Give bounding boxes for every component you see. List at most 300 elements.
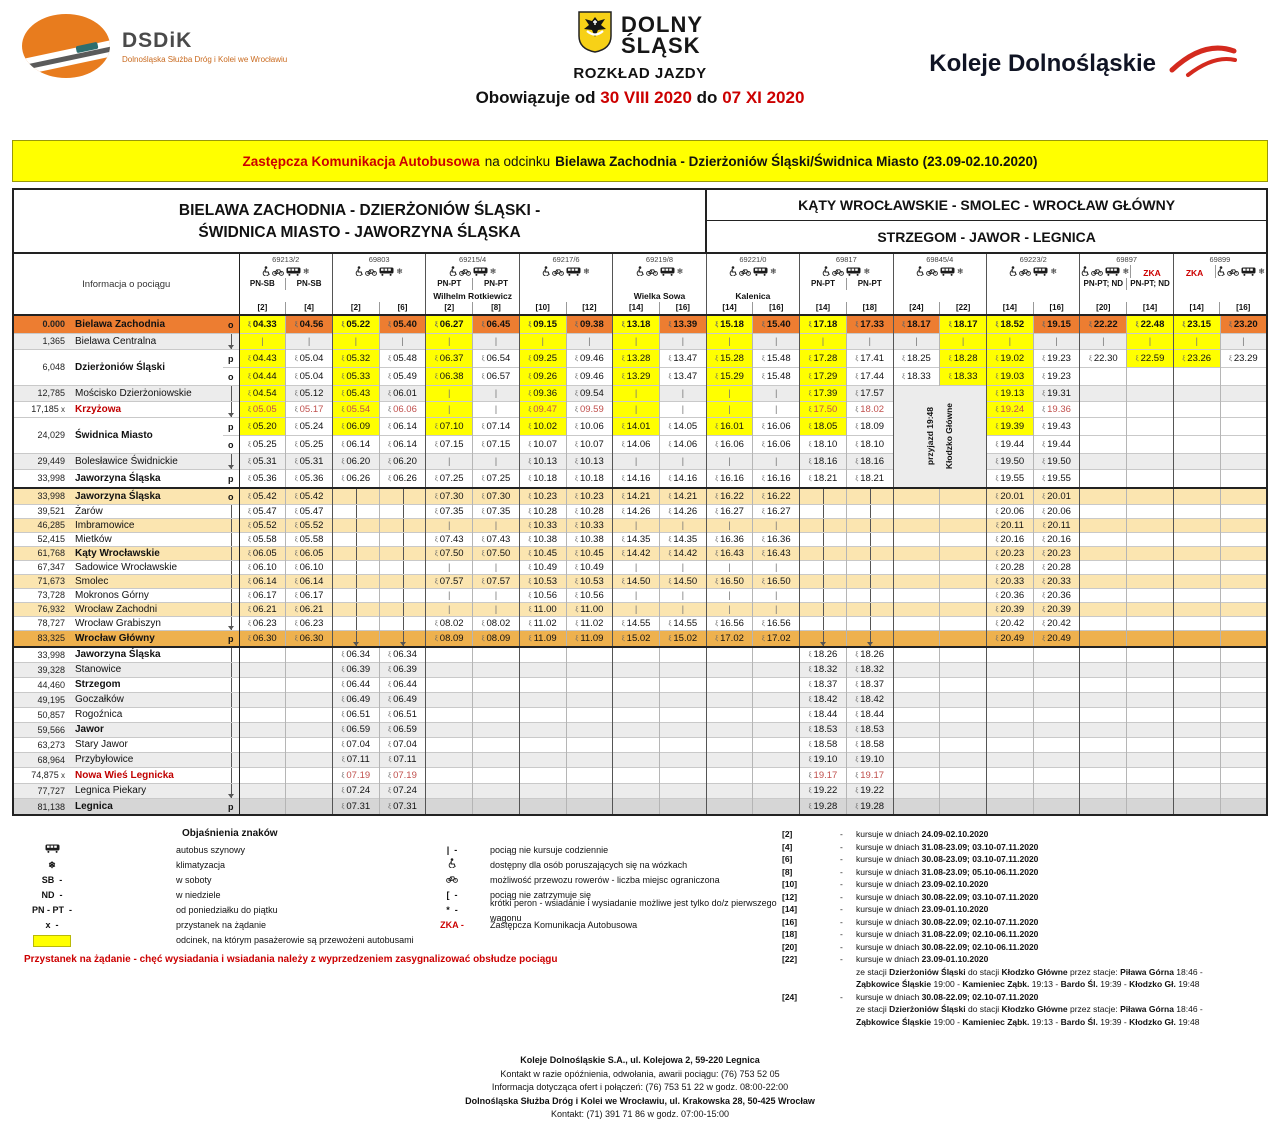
train-name [333,290,425,302]
time-cell: ξ 16.43 [706,547,753,561]
time-cell: ξ 07.31 [332,799,379,816]
time-cell [1173,533,1220,547]
train-footnote-refs: [2] [8] [426,302,518,314]
station-name: Legnica Piekary [69,784,223,799]
time-cell: ξ 05.20 [239,418,286,436]
time-cell: ξ 06.38 [426,368,473,386]
wheelchair-icon [449,265,457,278]
time-cell: ξ 19.23 [1033,368,1080,386]
time-cell [940,723,987,738]
time-cell: ξ 18.42 [800,693,847,708]
train-footnote-refs: [24] [22] [894,302,986,314]
time-cell: | [473,603,520,617]
time-cell: | [706,603,753,617]
time-cell [1080,784,1127,799]
time-cell: ξ 18.58 [846,738,893,753]
time-cell [473,678,520,693]
time-cell [1127,784,1174,799]
wheelchair-icon [636,265,644,278]
time-cell [753,784,800,799]
footnote: [14] - kursuje w dniach 23.09-01.10.2020 [782,904,989,914]
time-cell: ξ 05.32 [332,350,379,368]
time-cell [753,708,800,723]
time-cell: ξ 11.09 [519,631,566,648]
time-cell [800,547,847,561]
time-cell: ξ 06.51 [379,708,426,723]
time-cell [613,663,660,678]
time-cell: ξ 05.49 [379,368,426,386]
time-cell [1080,647,1127,663]
stop-mark: o [223,488,239,505]
time-cell: ξ 22.48 [1127,315,1174,334]
time-cell: ξ 16.27 [706,505,753,519]
legend-item: ND - w niedziele [41,890,221,900]
time-cell: ξ 20.39 [1033,603,1080,617]
time-cell [1173,678,1220,693]
time-cell: ξ 16.56 [706,617,753,631]
train-header [1173,253,1267,315]
time-cell: ξ 18.26 [846,647,893,663]
time-cell: ξ 18.05 [800,418,847,436]
time-cell: | [473,454,520,470]
time-cell [659,768,706,784]
time-cell [473,723,520,738]
time-cell: ξ 22.59 [1127,350,1174,368]
station-name: Przybyłowice [69,753,223,768]
footer-line: Kontakt w razie opóźnienia, odwołania, awarii pociągu: (76) 753 52 05 [500,1068,780,1079]
time-cell [1080,547,1127,561]
time-cell [800,488,847,505]
time-cell [286,647,333,663]
time-cell: ξ 06.14 [332,436,379,454]
km-cell: 78,727 [13,617,69,631]
stop-mark: p [223,470,239,489]
time-cell [893,753,940,768]
time-cell [893,631,940,648]
time-cell: ξ 11.00 [519,603,566,617]
time-cell: ξ 06.17 [286,589,333,603]
time-cell [473,693,520,708]
bus-icon [1241,265,1256,278]
time-cell: | [753,454,800,470]
snowflake-icon: ❄ [396,267,403,277]
station-name: Świdnica Miasto [69,418,223,454]
time-cell: ξ 16.22 [753,488,800,505]
stop-mark: o [223,368,239,386]
time-cell: ξ 16.50 [753,575,800,589]
train-name: Kalenica [735,291,771,301]
time-cell: ξ 10.45 [566,547,613,561]
stop-mark: o [223,436,239,454]
time-cell: ξ 16.06 [753,418,800,436]
time-cell: | [613,334,660,350]
time-cell [1220,603,1267,617]
bus-icon [753,265,768,278]
time-cell: | [613,386,660,402]
time-cell [613,768,660,784]
time-cell [286,784,333,799]
time-cell: ξ 05.58 [239,533,286,547]
station-name: Jaworzyna Śląska [69,647,223,663]
time-cell [1220,631,1267,648]
time-cell: ξ 05.47 [239,505,286,519]
km-cell: 17,185 x [13,402,69,418]
train-number: 69817 [835,255,857,264]
time-cell: ξ 18.52 [987,315,1034,334]
time-cell [940,519,987,533]
time-cell: ξ 14.01 [613,418,660,436]
time-cell [987,708,1034,723]
time-cell: ξ 16.36 [753,533,800,547]
time-cell [940,678,987,693]
snowflake-icon: ❄ [489,267,497,277]
time-cell: ξ 16.06 [706,436,753,454]
time-cell: ξ 19.24 [987,402,1034,418]
time-cell: ξ 18.16 [846,454,893,470]
time-cell: | [753,386,800,402]
legend-item: [ - pociąg nie zatrzymuje się [446,890,592,900]
km-cell: 44,460 [13,678,69,693]
time-cell [566,723,613,738]
time-cell [1033,753,1080,768]
time-cell: ξ 15.40 [753,315,800,334]
time-cell [893,603,940,617]
time-cell: | [753,589,800,603]
time-cell [1220,784,1267,799]
time-cell [332,617,379,631]
train-header: 69215/4 ❄ PN-PT PN-PT Wilhelm Rotkiewicz [2] [8] [426,253,519,315]
time-cell [332,589,379,603]
time-cell: ξ 14.21 [613,488,660,505]
time-cell [1080,631,1127,648]
time-cell: ξ 14.26 [613,505,660,519]
train-header-row [13,253,1267,315]
footnote-detail: Ząbkowice Śląskie 19:00 - Kamieniec Ząbk. 19:13 - Bardo Śl. 19:39 - Kłodzko Gł. 19:48 [856,1016,1200,1027]
time-cell [846,505,893,519]
time-cell: ξ 20.42 [987,617,1034,631]
time-cell [846,603,893,617]
time-cell [846,589,893,603]
time-cell [519,663,566,678]
time-cell: ξ 23.26 [1173,350,1220,368]
time-cell: ξ 19.17 [846,768,893,784]
station-name: Nowa Wieś Legnicka [69,768,223,784]
train-name [987,290,1079,302]
time-cell [426,753,473,768]
train-number: 69213/2 [272,255,300,264]
time-cell [706,708,753,723]
time-cell [286,738,333,753]
time-cell [1127,488,1174,505]
stop-mark: p [223,350,239,368]
time-cell: ξ 11.00 [566,603,613,617]
station-row [13,603,1267,617]
time-cell: ξ 15.48 [753,368,800,386]
time-cell: ξ 05.47 [286,505,333,519]
time-cell: ξ 10.13 [519,454,566,470]
time-cell [1080,768,1127,784]
km-cell: 33,998 [13,488,69,505]
time-cell [940,547,987,561]
time-cell: ξ 05.52 [239,519,286,533]
time-cell: | [706,334,753,350]
stop-mark [223,505,239,519]
station-row [13,708,1267,723]
stop-mark [223,402,239,418]
time-cell [987,678,1034,693]
time-cell [332,561,379,575]
time-cell [613,784,660,799]
time-cell: | [706,589,753,603]
time-cell: ξ 06.30 [239,631,286,648]
time-cell [1127,603,1174,617]
wheelchair-icon [262,265,270,278]
time-cell: | [1220,334,1267,350]
time-cell [426,723,473,738]
time-cell [940,505,987,519]
train-header [893,253,986,315]
time-cell: | [706,561,753,575]
time-cell [1127,561,1174,575]
stop-mark: o [223,315,239,334]
time-cell [1220,753,1267,768]
time-cell: | [706,386,753,402]
time-cell [1220,617,1267,631]
train-number: 69221/0 [739,255,767,264]
time-cell: ξ 19.55 [1033,470,1080,489]
time-cell: | [613,402,660,418]
time-cell [1033,768,1080,784]
time-cell [800,505,847,519]
time-cell: | [473,589,520,603]
time-cell: ξ 05.42 [239,488,286,505]
km-cell: 77,727 [13,784,69,799]
route-title-legnica: STRZEGOM - JAWOR - LEGNICA [877,229,1096,245]
time-cell: ξ 14.50 [613,575,660,589]
stop-mark [223,575,239,589]
time-cell [706,738,753,753]
legend-right-column [424,843,782,948]
time-cell [893,617,940,631]
bus-icon [473,265,488,278]
time-cell [893,561,940,575]
time-cell: ξ 06.59 [332,723,379,738]
time-cell [332,488,379,505]
time-cell [1220,519,1267,533]
time-cell: ξ 20.06 [987,505,1034,519]
time-cell: ξ 19.03 [987,368,1034,386]
footnote: [8] - kursuje w dniach 31.08-23.09; 05.10-06.11.2020 [782,866,1039,877]
time-cell: ξ 15.02 [613,631,660,648]
time-cell: ξ 19.39 [987,418,1034,436]
time-cell: ξ 20.49 [987,631,1034,648]
validity-to: 07 XI 2020 [722,88,805,107]
time-cell [1220,647,1267,663]
time-cell: ξ 06.49 [332,693,379,708]
station-name: Stary Jawor [69,738,223,753]
time-cell [379,617,426,631]
time-cell: | [659,561,706,575]
time-cell [613,678,660,693]
footnote: [10] - kursuje w dniach 23.09-02.10.2020 [782,879,989,889]
snowflake-icon: ❄ [770,267,777,277]
time-cell [613,723,660,738]
time-cell [940,663,987,678]
station-row [13,799,1267,816]
time-cell [893,784,940,799]
stop-mark [223,768,239,784]
station-row [13,589,1267,603]
time-cell [1033,723,1080,738]
time-cell [1033,799,1080,816]
time-cell [893,799,940,816]
time-cell: ξ 07.31 [379,799,426,816]
stop-mark [223,519,239,533]
time-cell: ξ 04.56 [286,315,333,334]
time-cell [940,561,987,575]
time-cell: | [613,519,660,533]
time-cell: | [846,334,893,350]
time-cell: | [940,334,987,350]
stop-mark [223,708,239,723]
time-cell [753,753,800,768]
stop-mark [223,617,239,631]
time-cell [1220,547,1267,561]
time-cell [1173,470,1220,489]
bike-icon [272,265,284,278]
time-cell [566,663,613,678]
time-cell: ξ 05.24 [286,418,333,436]
legend-item: możliwość przewozu rowerów - liczba miejsc ograniczona [424,873,782,888]
time-cell: ξ 06.51 [332,708,379,723]
time-cell: ξ 18.32 [846,663,893,678]
stop-mark [223,547,239,561]
time-cell: ξ 15.02 [659,631,706,648]
train-number: 69215/4 [459,255,487,264]
station-row [13,784,1267,799]
time-cell [846,533,893,547]
time-cell [753,723,800,738]
time-cell [239,768,286,784]
bike-icon [646,265,658,278]
legend-item: PN - PT - od poniedziałku do piątku [32,905,278,915]
time-cell: ξ 05.31 [239,454,286,470]
km-cell: 33,998 [13,470,69,489]
time-cell [1220,693,1267,708]
time-cell [1127,470,1174,489]
time-cell [332,547,379,561]
time-cell [940,708,987,723]
region-logo-text: DOLNY ŚLĄSK [621,11,703,58]
train-header [706,253,799,315]
time-cell [1220,402,1267,418]
time-cell [893,738,940,753]
bike-icon [365,265,377,278]
time-cell: ξ 16.36 [706,533,753,547]
footer-line: Dolnośląska Służba Dróg i Kolei we Wrocławiu, ul. Krakowska 28, 50-425 Wrocław [465,1095,815,1106]
time-cell: | [659,386,706,402]
time-cell: ξ 06.30 [286,631,333,648]
footnote: [16] - kursuje w dniach 30.08-22.09; 02.10-07.11.2020 [782,916,1039,927]
time-cell: ξ 13.47 [659,350,706,368]
station-name: Goczałków [69,693,223,708]
time-cell: ξ 18.32 [800,663,847,678]
time-cell [1033,693,1080,708]
time-cell: | [566,334,613,350]
footnote: [6] - kursuje w dniach 30.08-23.09; 03.10-07.11.2020 [782,854,1039,864]
time-cell [1220,454,1267,470]
time-cell [239,647,286,663]
time-cell: ξ 17.28 [800,350,847,368]
train-name [240,290,332,302]
time-cell: ξ 19.22 [800,784,847,799]
time-cell [1173,693,1220,708]
train-number: 69223/2 [1019,255,1047,264]
time-cell [940,753,987,768]
time-cell: ξ 19.55 [987,470,1034,489]
time-cell: ξ 07.04 [332,738,379,753]
time-cell: ξ 05.05 [239,402,286,418]
snowflake-icon: ❄ [863,267,871,277]
time-cell [753,663,800,678]
bike-icon [739,265,751,278]
time-cell: ξ 07.43 [426,533,473,547]
legend-item: x - przystanek na żądanie [45,920,267,930]
time-cell [940,589,987,603]
time-cell: | [613,589,660,603]
bus-icon [940,265,955,278]
time-cell [379,631,426,648]
time-cell: ξ 06.45 [473,315,520,334]
time-cell: | [332,334,379,350]
footer-line: Kontakt: (71) 391 71 86 w godz. 07:00-15:00 [550,1109,730,1119]
time-cell [1127,402,1174,418]
station-row [13,738,1267,753]
footnote-detail: Ząbkowice Śląskie 19:00 - Kamieniec Ząbk. 19:13 - Bardo Śl. 19:39 - Kłodzko Gł. 19:48 [856,979,1200,989]
time-cell [473,768,520,784]
time-cell: ξ 05.48 [379,350,426,368]
time-cell: ξ 07.30 [473,488,520,505]
time-cell [239,708,286,723]
time-cell: ξ 09.26 [519,368,566,386]
time-cell: ξ 19.17 [800,768,847,784]
km-cell: 12,785 [13,386,69,402]
stop-mark [223,533,239,547]
time-cell: ξ 17.57 [846,386,893,402]
time-cell [1080,519,1127,533]
time-cell: ξ 06.39 [379,663,426,678]
time-cell [800,575,847,589]
snowflake-icon: ❄ [1258,267,1265,277]
time-cell [473,799,520,816]
station-row [13,561,1267,575]
bus-icon [1105,265,1120,278]
time-cell: ξ 18.37 [846,678,893,693]
time-cell [846,561,893,575]
time-cell [706,678,753,693]
time-cell: ξ 10.53 [519,575,566,589]
time-cell [286,708,333,723]
km-cell: 49,195 [13,693,69,708]
time-cell [1080,589,1127,603]
zka-label: ZKA [1185,268,1204,278]
train-name [520,290,612,302]
time-cell: | [613,561,660,575]
time-cell: ξ 20.06 [1033,505,1080,519]
time-cell: ξ 10.06 [566,418,613,436]
time-cell [1080,402,1127,418]
time-cell [940,738,987,753]
